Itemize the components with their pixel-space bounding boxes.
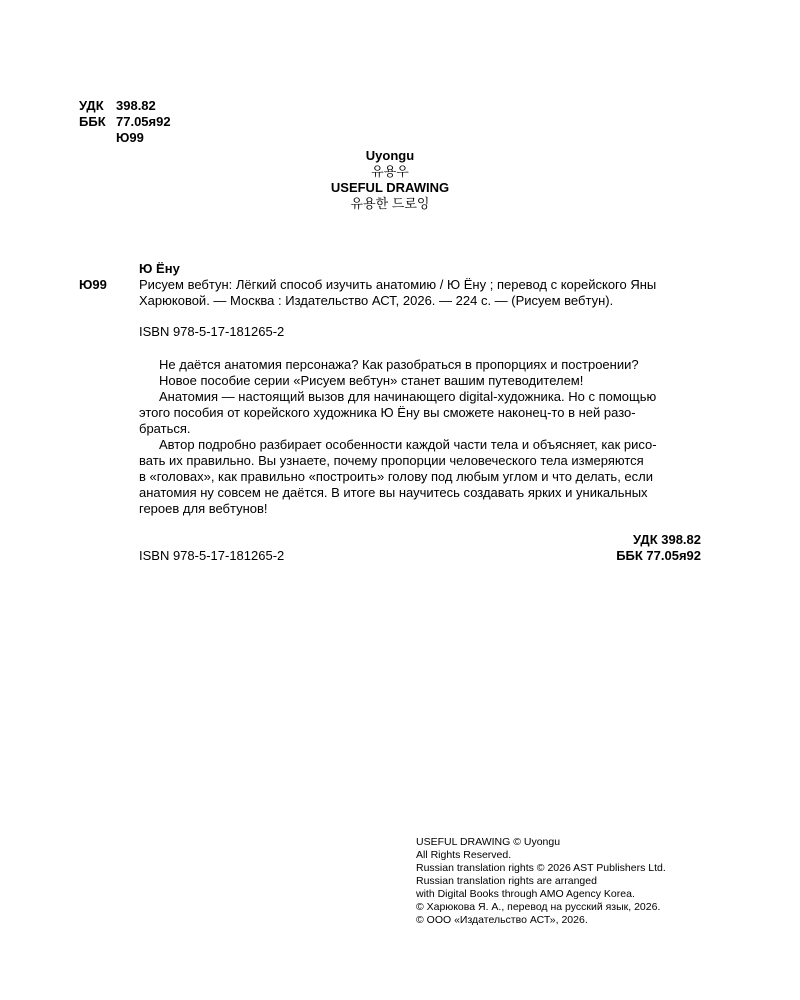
copyright-line: Russian translation rights are arranged <box>416 875 597 887</box>
udk-value: 398.82 <box>116 98 156 113</box>
author-sign: Ю99 <box>116 130 144 145</box>
classification-block <box>79 98 171 146</box>
bib-line: Харюковой. — Москва : Издательство АСТ, 2026. — 224 с. — (Рисуем вебтун). <box>139 293 614 308</box>
author-sign-row <box>79 130 171 146</box>
annotation-line: героев для вебтунов! <box>139 501 268 516</box>
annotation-line: Анатомия — настоящий вызов для начинающего digital-художника. Но с помощью <box>159 389 657 404</box>
annotation-paragraph <box>139 389 704 405</box>
bbk-label: ББК <box>79 114 106 129</box>
annotation-paragraph <box>139 357 704 373</box>
bib-line: Рисуем вебтун: Лёгкий способ изучить анатомию / Ю Ёну ; перевод с корейского Яны <box>139 277 657 292</box>
copyright-line: © ООО «Издательство АСТ», 2026. <box>416 914 588 926</box>
udk-bottom: УДК 398.82 <box>633 532 701 547</box>
annotation-line: Автор подробно разбирает особенности каждой части тела и объясняет, как рисо- <box>159 437 657 452</box>
annotation-line: браться. <box>139 421 191 436</box>
copyright-line: Russian translation rights © 2026 AST Publishers Ltd. <box>416 862 666 874</box>
annotation <box>139 357 704 517</box>
annotation-line: этого пособия от корейского художника Ю Ёну вы сможете наконец-то в ней разо- <box>139 405 636 420</box>
original-author-latin: Uyongu <box>365 148 415 163</box>
isbn-bottom: ISBN 978-5-17-181265-2 <box>139 548 285 563</box>
udk-row <box>79 98 171 114</box>
author-heading: Ю Ёну <box>139 261 180 276</box>
copyright-line: USEFUL DRAWING © Uyongu <box>416 836 561 848</box>
annotation-line: в «головах», как правильно «построить» голову под любым углом и что делать, если <box>139 469 654 484</box>
bbk-value: 77.05я92 <box>116 114 171 129</box>
bbk-row <box>79 114 171 130</box>
original-title-latin: USEFUL DRAWING <box>330 180 450 195</box>
annotation-line: Новое пособие серии «Рисуем вебтун» станет вашим путеводителем! <box>159 373 584 388</box>
original-title-korean: 유용한 드로잉 <box>350 196 430 211</box>
bbk-bottom: ББК 77.05я92 <box>616 548 701 563</box>
annotation-line: анатомия ну совсем не даётся. В итоге вы научитесь создавать ярких и уникальных <box>139 485 648 500</box>
bib-author-sign: Ю99 <box>79 277 107 292</box>
bibliographic-record <box>139 277 709 309</box>
annotation-line: вать их правильно. Вы узнаете, почему пропорции человеческого тела измеряются <box>139 453 644 468</box>
udk-label: УДК <box>79 98 104 113</box>
copyright-line: © Харюкова Я. А., перевод на русский язык, 2026. <box>416 901 661 913</box>
annotation-paragraph <box>139 437 704 453</box>
annotation-paragraph <box>139 373 704 389</box>
copyright-block <box>416 836 756 927</box>
copyright-line: All Rights Reserved. <box>416 849 512 861</box>
original-author-korean: 유용우 <box>371 164 409 179</box>
annotation-line: Не даётся анатомия персонажа? Как разобраться в пропорциях и построении? <box>159 357 639 372</box>
classification-codes-bottom <box>616 532 701 564</box>
copyright-line: with Digital Books through AMO Agency Korea. <box>416 888 635 900</box>
isbn-top: ISBN 978-5-17-181265-2 <box>139 324 285 339</box>
original-title-block <box>0 148 780 212</box>
